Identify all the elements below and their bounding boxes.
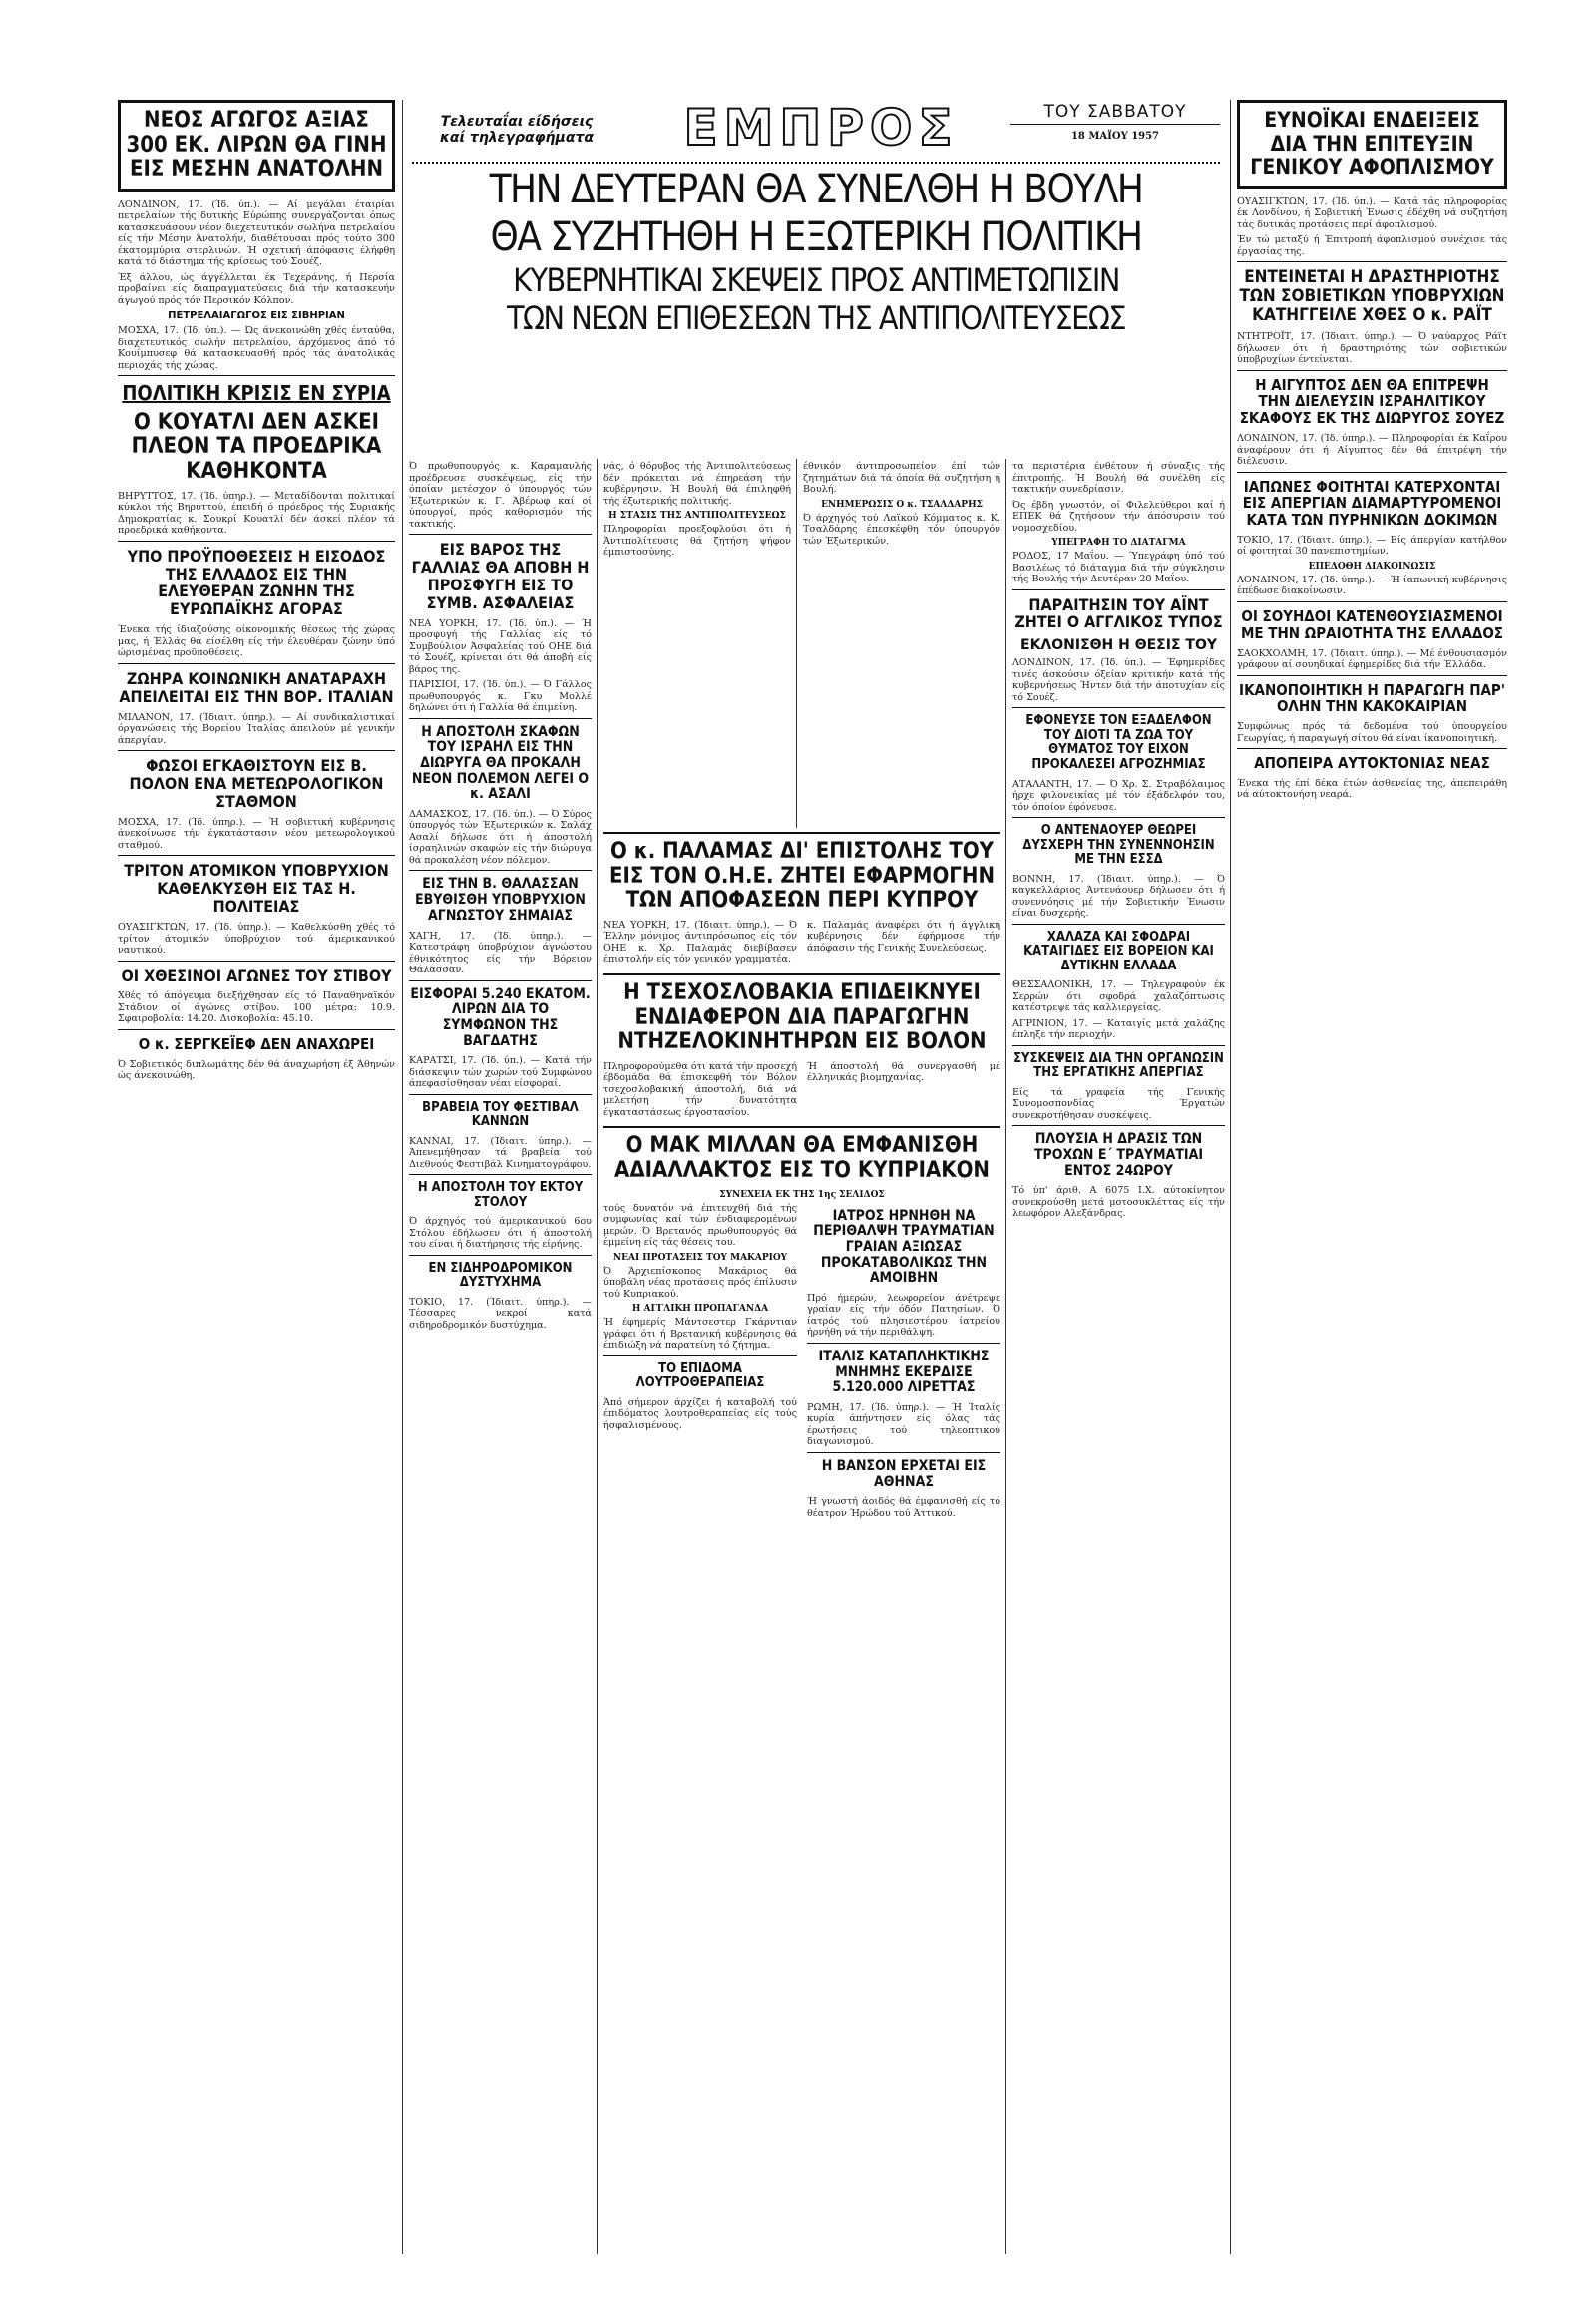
col2-text-5: ΧΑΓΗ, 17. (Ίδ. ύπηρ.). — Κατεστράφη ύποβρύχιον άγνώστου έθνικότητος είς τήν Βόρειον Θάλασσαν. [409,930,592,975]
col5-headline-4: ΧΑΛΑΖΑ ΚΑΙ ΣΦΟΔΡΑΙ ΚΑΤΑΙΓΙΔΕΣ ΕΙΣ ΒΟΡΕΙΟΝ ΚΑΙ ΔΥΤΙΚΗΝ ΕΛΛΑΔΑ [1023,929,1214,973]
left-text-8: ΟΥΑΣΙΓΚΤΩΝ, 17. (Ίδ. ύπηρ.). — Καθελκύσθη χθές τό τρίτον άτομικόν ύποβρύχιον τού άμερικανικού ναυτικού. [118,922,395,957]
banner [412,166,1220,337]
center-subcol-right [807,1203,1000,1524]
center-text-4: Ό άρχηγός τού Λαϊκού Κόμματος κ. Κ. Τσαλδάρης έπεσκέφθη τόν ύπουργόν τών Έξωτερικών. [803,512,1000,547]
center-text-9: τούς δυνατόν νά έπιτευχθή διά τής συμφωνίας καί τών ένδιαφερομένων μερών. Ό Βρετανός πρωθυπουργός θά έμμείνη είς τάς θέσεις του. [603,1202,797,1248]
center-two-col-2 [603,1061,1000,1123]
divider [807,1343,1000,1344]
masthead [412,100,1220,160]
right-text-6: ΛΟΝΔΙΝΟΝ, 17. (Ίδ. ύπηρ.). — Ή ίαπωνική κυβέρνησις έπέδωσε διακοίνωσιν. [1237,574,1507,597]
divider [1012,707,1225,708]
col2-text-4: ΔΑΜΑΣΚΟΣ, 17. (Ίδ. ύπ.). — Ό Σύρος ύπουργός τών Έξωτερικών κ. Σαλάχ Ασαλί δήλωσε ότι ή άποστολή ίσραηλινών σκαφών είς τήν διώρυγα θά προκαλέση νέον πόλεμον. [409,808,592,866]
divider [603,973,1000,975]
divider [118,855,395,856]
right-text-8: Συμφώνως πρός τά δεδομένα τού ύπουργείου Γεωργίας, ή παραγωγή σίτου θά είναι ίκανοποιητική. [1237,721,1507,744]
col5-headline-2: ΕΦΟΝΕΥΣΕ ΤΟΝ ΕΞΑΔΕΛΦΟΝ ΤΟΥ ΔΙΟΤΙ ΤΑ ΖΩΑ ΤΟΥ ΘΥΜΑΤΟΣ ΤΟΥ ΕΙΧΟΝ ΠΡΟΚΑΛΕΣΕΙ ΑΓΡΟΖΗΜΙΑΣ [1025,713,1212,772]
col5-text-6: ΒΟΝΝΗ, 17. (Ίδιαιτ. ύπηρ.). — Ό καγκελλάριος Άντενάουερ δήλωσεν ότι ή συνεννόησις μέ τήν Σοβιετικήν Ένωσιν είναι δυσχερής. [1012,873,1225,920]
divider [1012,1125,1225,1126]
center-two-col-1 [603,920,1000,969]
center-span [603,828,1000,2254]
col2-text-7: ΚΑΝΝΑΙ, 17. (Ίδιαιτ. ύπηρ.). — Άπενεμήθησαν τά βραβεία τού Διεθνούς Φεστιβάλ Κινηματογράφου. [409,1135,592,1170]
divider [409,870,592,871]
left-headline-4: ΥΠΟ ΠΡΟΫΠΟΘΕΣΕΙΣ Η ΕΙΣΟΔΟΣ ΤΗΣ ΕΛΛΑΔΟΣ ΕΙΣ ΤΗΝ ΕΛΕΥΘΕΡΑΝ ΖΩΝΗΝ ΤΗΣ ΕΥΡΩΠΑΪΚΗΣ ΑΓΟΡΑΣ [127,546,386,619]
col2-headline-3: ΕΙΣ ΤΗΝ Β. ΘΑΛΑΣΣΑΝ ΕΒΥΘΙΣΘΗ ΥΠΟΒΡΥΧΙΟΝ ΑΓΝΩΣΤΟΥ ΣΗΜΑΙΑΣ [415,876,586,924]
rule-right [1230,100,1231,2254]
center-text-7: Πληροφορούμεθα ότι κατά τήν προσεχή έβδομάδα θά έπισκεφθή τόν Βόλον τσεχοσλοβακική άποστολή, διά νά μελετήση τήν δυνατότητα έγκαταστάσεως έργοστασίου. [603,1060,797,1118]
col2-text-3: ΠΑΡΙΣΙΟΙ, 17. (Ίδ. ύπ.). — Ό Γάλλος πρωθυπουργός κ. Γκυ Μολλέ δηλώνει ότι ή Γαλλία θά έπιμείνη. [409,679,592,714]
divider [1012,817,1225,818]
divider [1237,472,1507,473]
right-headline-5: ΟΙ ΣΟΥΗΔΟΙ ΚΑΤΕΝΘΟΥΣΙΑΣΜΕΝΟΙ ΜΕ ΤΗΝ ΩΡΑΙΟΤΗΤΑ ΤΗΣ ΕΛΛΑΔΟΣ [1240,606,1504,642]
center-headline-4: ΙΑΤΡΟΣ ΗΡΝΗΘΗ ΝΑ ΠΕΡΙΘΑΛΨΗ ΤΡΑΥΜΑΤΙΑΝ ΓΡΑΙΑΝ ΑΞΙΩΣΑΣ ΠΡΟΚΑΤΑΒΟΛΙΚΩΣ ΤΗΝ ΑΜΟΙΒΗΝ [813,1207,995,1287]
right-headline-1: ΕΥΝΟΪΚΑΙ ΕΝΔΕΙΞΕΙΣ ΔΙΑ ΤΗΝ ΕΠΙΤΕΥΞΙΝ ΓΕΝΙΚΟΥ ΑΦΟΠΛΙΣΜΟΥ [1250,108,1494,180]
center-two-col-3 [603,1203,1000,1524]
center-headline-5: ΙΤΑΛΙΣ ΚΑΤΑΠΛΗΚΤΙΚΗΣ ΜΝΗΜΗΣ ΕΚΕΡΔΙΣΕ 5.120.000 ΛΙΡΕΤΤΑΣ [818,1348,990,1396]
left-subhead-1: ΠΕΤΡΕΛΑΙΑΓΩΓΟΣ ΕΙΣ ΣΙΒΗΡΙΑΝ [168,310,345,322]
divider [118,375,395,376]
col2-text-9: ΤΟΚΙΟ, 17. (Ίδιαιτ. ύπηρ.). — Τέσσαρες νεκροί κατά σιδηροδρομικόν δυστύχημα. [409,1296,592,1331]
left-text-7: ΜΟΣΧΑ, 17. (Ίδ. ύπηρ.). — Ή σοβιετική κυβέρνησις άνεκοίνωσε τήν έγκατάστασιν νέου μετεωρολογικού σταθμού. [118,816,395,851]
col2-text-2: ΝΕΑ ΥΟΡΚΗ, 17. (Ίδ. ύπ.). — Ή προσφυγή τής Γαλλίας είς τό Συμβούλιον Άσφαλείας τού ΟΗΕ διά τό Σουέζ, κρίνεται ότι θά άποβή είς βάρος της. [409,617,592,675]
left-headline-6: ΦΩΣΟΙ ΕΓΚΑΘΙΣΤΟΥΝ ΕΙΣ Β. ΠΟΛΟΝ ΕΝΑ ΜΕΤΕΩΡΟΛΟΓΙΚΟΝ ΣΤΑΘΜΟΝ [129,756,384,811]
rule-col4 [1005,459,1006,2254]
col5-headline-5: ΣΥΣΚΕΨΕΙΣ ΔΙΑ ΤΗΝ ΟΡΓΑΝΩΣΙΝ ΤΗΣ ΕΡΓΑΤΙΚΗΣ ΑΠΕΡΓΙΑΣ [1013,1050,1224,1081]
masthead-left-label [412,114,621,146]
col2-headline-7: ΕΝ ΣΙΔΗΡΟΔΡΟΜΙΚΟΝ ΔΥΣΤΥΧΗΜΑ [428,1260,573,1291]
divider [1012,924,1225,925]
masthead-right [1010,102,1220,142]
center-text-15: Άπό σήμερον άρχίζει ή καταβολή τού έπιδόματος λουτροθεραπείας είς τούς ήσφαλισμένους. [603,1396,797,1431]
masthead-label-line2: καί τηλεγραφήματα [439,130,594,147]
divider [409,1094,592,1095]
divider [1237,748,1507,749]
right-headline-4: ΙΑΠΩΝΕΣ ΦΟΙΤΗΤΑΙ ΚΑΤΕΡΧΟΝΤΑΙ ΕΙΣ ΑΠΕΡΓΙΑΝ ΔΙΑΜΑΡΤΥΡΟΜΕΝΟΙ ΚΑΤΑ ΤΩΝ ΠΥΡΗΝΙΚΩΝ ΔΟΚΙΜΩΝ [1242,477,1502,530]
left-headline-7: ΤΡΙΤΟΝ ΑΤΟΜΙΚΟΝ ΥΠΟΒΡΥΧΙΟΝ ΚΑΘΕΛΚΥΣΘΗ ΕΙΣ ΤΑΣ Η. ΠΟΛΙΤΕΙΑΣ [124,861,389,917]
col5-text-4: ΛΟΝΔΙΝΟΝ, 17. (Ίδ. ύπ.). — Έφημερίδες τινές άσκούσιν όξείαν κριτικήν κατά τής κυβερνήσεως Ήντεν διά τήν άποτυχίαν είς τό Σουέζ. [1012,657,1225,703]
banner-line3: ΚΥΒΕΡΝΗΤΙΚΑΙ ΣΚΕΨΕΙΣ ΠΡΟΣ ΑΝΤΙΜΕΤΩΠΙΣΙΝ [513,261,1119,299]
center-text-10: Ό Άρχιεπίσκοπος Μακάριος θά ύποβάλη νέας προτάσεις πρός έπίλυσιν τού Κυπριακού. [603,1265,797,1300]
right-headline-2: ΕΝΤΕΙΝΕΤΑΙ Η ΔΡΑΣΤΗΡΙΟΤΗΣ ΤΩΝ ΣΟΒΙΕΤΙΚΩΝ ΥΠΟΒΡΥΧΙΩΝ ΚΑΤΗΓΓΕΙΛΕ ΧΘΕΣ Ο κ. ΡΑΪΤ [1239,267,1505,326]
masthead-rule [412,162,1220,164]
center-headline-3: Ο ΜΑΚ ΜΙΛΛΑΝ ΘΑ ΕΜΦΑΝΙΣΘΗ ΑΔΙΑΛΛΑΚΤΟΣ ΕΙΣ ΤΟ ΚΥΠΡΙΑΚΟΝ [614,1133,990,1183]
divider [1012,1045,1225,1046]
masthead-date: 18 ΜΑΪΟΥ 1957 [1070,131,1160,142]
right-text-7: ΣΑΟΚΧΟΛΜΗ, 17. (Ίδιαιτ. ύπηρ.). — Μέ ένθουσιασμόν γράφουν αί σουηδικαί έφημερίδες διά τήν Έλλάδα. [1237,647,1507,671]
banner-line1: ΤΗΝ ΔΕΥΤΕΡΑΝ ΘΑ ΣΥΝΕΛΘΗ Η ΒΟΥΛΗ [489,167,1143,212]
divider [409,718,592,719]
left-text-6: ΜΙΛΑΝΟΝ, 17. (Ίδιαιτ. ύπηρ.). — Αί συνδικαλιστικαί όργανώσεις τής Βορείου Ίταλίας άπειλούν μέ γενικήν άπεργίαν. [118,711,395,746]
column-2 [409,461,592,2254]
center-text-1: νάς, ό θόρυβος τής Άντιπολιτεύσεως δέν πρόκειται νά έπηρεάση τήν κυβέρνησιν. Ή Βουλή θά έπιληφθή τής έξωτερικής πολιτικής. [603,461,791,507]
right-headline-7: ΑΠΟΠΕΙΡΑ ΑΥΤΟΚΤΟΝΙΑΣ ΝΕΑΣ [1254,754,1490,773]
left-text-2: Έξ άλλου, ώς άγγέλλεται έκ Τεχεράνης, ή Περσία προβαίνει είς διαπραγματεύσεις διά τήν κατασκευήν άγωγού πρός τόν Περσικόν Κόλπον. [118,271,395,306]
divider [807,1452,1000,1453]
divider [1012,589,1225,590]
divider [409,980,592,981]
divider [118,1029,395,1030]
divider [118,541,395,542]
right-text-4: ΛΟΝΔΙΝΟΝ, 17. (Ίδ. ύπηρ.). — Πληροφορίαι έκ Καΐρου άναφέρουν ότι ή Αίγυπτος δέν θά έπιτρέψη τήν διέλευσιν. [1237,433,1507,468]
column-4-top [803,461,1000,820]
left-headline-3: Ο ΚΟΥΑΤΛΙ ΔΕΝ ΑΣΚΕΙ ΠΛΕΟΝ ΤΑ ΠΡΟΕΔΡΙΚΑ ΚΑΘΗΚΟΝΤΑ [131,409,382,485]
divider [1237,675,1507,676]
center-text-2: Πληροφορίαι προεξοφλούσι ότι ή Άντιπολίτευσις θά ζητήση ψήφον έμπιστοσύνης. [603,524,791,558]
col5-text-7: ΘΕΣΣΑΛΟΝΙΚΗ, 17. — Τηλεγραφούν έκ Σερρών ότι σφοδρά χαλαζόπτωσις κατέστρεψε τάς καλλιεργείας. [1012,979,1225,1014]
col5-text-2: Ός έβδη γνωστόν, οί Φιλελεύθεροι καί ή ΕΠΕΚ θά ζητήσουν τήν άπόσυρσιν τού νομοσχεδίου. [1012,499,1225,534]
rule-left [402,100,403,2254]
divider [409,1255,592,1256]
right-text-1: ΟΥΑΣΙΓΚΤΩΝ, 17. (Ίδ. ύπ.). — Κατά τάς πληροφορίας έκ Λονδίνου, ή Σοβιετική Ένωσις έδέχθη νά συζητήση τάς δυτικάς προτάσεις περί άφοπλισμού. [1237,195,1507,230]
masthead-label-line1: Τελευταΐαι είδήσεις [440,114,594,130]
center-text-12: Πρό ήμερών, λεωφορείον άνέτρεψε γραίαν είς τήν όδόν Πατησίων. Ό ίατρός τού πλησιεστέρου ίατρείου ήρνήθη νά τήν περιθάλψη. [807,1292,1000,1339]
divider [409,534,592,535]
right-subhead-1: ΕΠΕΔΟΘΗ ΔΙΑΚΟΙΝΩΣΙΣ [1308,561,1436,572]
left-text-3: ΜΟΣΧΑ, 17. (Ίδ. ύπ.). — Ώς άνεκοινώθη χθές ένταύθα, διαχετευτικός σωλήν πετρελαίου, άρχόμενος άπό τό Κουίμπυσεφ θά κατασκευασθή πρός τάς άνατολικάς περιοχάς τής χώρας. [118,325,395,371]
left-headline-5: ΖΩΗΡΑ ΚΟΙΝΩΝΙΚΗ ΑΝΑΤΑΡΑΧΗ ΑΠΕΙΛΕΙΤΑΙ ΕΙΣ ΤΗΝ ΒΟΡ. ΙΤΑΛΙΑΝ [119,668,394,706]
divider [1237,261,1507,262]
column-5 [1012,461,1225,2254]
left-text-9: Χθές τό άπόγευμα διεξήχθησαν είς τό Παναθηναϊκόν Στάδιον οί άγώνες στίβου. 100 μέτρα: 10.9. Σφαιροβολία: 14.20. Δισκοβολία: 45.10. [118,990,395,1025]
center-subhead-5: Η ΑΓΓΛΙΚΗ ΠΡΟΠΑΓΑΝΔΑ [631,1304,769,1314]
divider [1237,370,1507,371]
newspaper-page [118,100,1507,2254]
center-subhead-3: ΣΥΝΕΧΕΙΑ ΕΚ ΤΗΣ 1ης ΣΕΛΙΔΟΣ [719,1189,885,1200]
center-subhead-1: Η ΣΤΑΣΙΣ ΤΗΣ ΑΝΤΙΠΟΛΙΤΕΥΣΕΩΣ [608,511,786,521]
col5-headline-6: ΠΛΟΥΣΙΑ Η ΔΡΑΣΙΣ ΤΩΝ ΤΡΟΧΩΝ Ε΄ ΤΡΑΥΜΑΤΙΑΙ ΕΝΤΟΣ 24ΩΡΟΥ [1033,1131,1204,1179]
divider [118,750,395,751]
left-text-5: Ένεκα τής ίδιαζούσης οίκονομικής θέσεως τής χώρας μας, ή Έλλάς θά είσέλθη είς τήν έλευθέραν ζώνην ύπό ώρισμένας προϋποθέσεις. [118,624,395,659]
left-column [118,100,395,2254]
col5-headline-3: Ο ΑΝΤΕΝΑΟΥΕΡ ΘΕΩΡΕΙ ΔΥΣΧΕΡΗ ΤΗΝ ΣΥΝΕΝΝΟΗΣΙΝ ΜΕ ΤΗΝ ΕΣΣΔ [1022,823,1215,868]
center-text-13: ΡΩΜΗ, 17. (Ίδ. ύπηρ.). — Ή Ίταλίς κυρία άπήντησεν είς όλας τάς έρωτήσεις τού τηλεοπτικού διαγωνισμού. [807,1401,1000,1448]
center-subcol-left [603,1203,797,1524]
left-headline-1: ΝΕΟΣ ΑΓΩΓΟΣ ΑΞΙΑΣ 300 ΕΚ. ΛΙΡΩΝ ΘΑ ΓΙΝΗ ΕΙΣ ΜΕΣΗΝ ΑΝΑΤΟΛΗΝ [126,108,387,183]
col2-headline-4: ΕΙΣΦΟΡΑΙ 5.240 ΕΚΑΤΟΜ. ΛΙΡΩΝ ΔΙΑ ΤΟ ΣΥΜΦΩΝΟΝ ΤΗΣ ΒΑΓΔΑΤΗΣ [410,985,591,1049]
right-text-3: ΝΤΗΤΡΟΪΤ, 17. (Ίδιαιτ. ύπηρ.). — Ό ναύαρχος Ράϊτ δήλωσεν ότι ή δραστηριότης τών σοβιετικών ύποβρυχίων έντείνεται. [1237,331,1507,366]
divider [118,663,395,664]
left-text-4: ΒΗΡΥΤΤΟΣ, 17. (Ίδ. ύπηρ.). — Μεταδίδονται πολιτικαί κύκλοι τής Βηρυττού, έπειδή ό πρόεδρος τής Συριακής Δημοκρατίας κ. Σουκρί Κουατλί δέν άσκεί πλέον τά προεδρικά καθήκοντα. [118,490,395,537]
divider [118,961,395,962]
divider [409,1174,592,1175]
col5-subhead-2: ΕΚΛΟΝΙΣΘΗ Η ΘΕΣΙΣ ΤΟΥ [1020,637,1217,654]
right-text-5: ΤΟΚΙΟ, 17. (Ίδιαιτ. ύπηρ.). — Είς άπεργίαν κατήλθον οί φοιτηταί 30 πανεπιστημίων. [1237,534,1507,558]
divider [603,1355,797,1356]
center-headline-7: ΤΟ ΕΠΙΔΟΜΑ ΛΟΥΤΡΟΘΕΡΑΠΕΙΑΣ [635,1360,765,1391]
right-text-9: Ένεκα τής έπί δέκα έτών άσθενείας της, άπεπειράθη νά αύτοκτονήση νεαρά. [1237,777,1507,801]
right-lead-box [1237,100,1507,189]
col5-text-10: Τό ύπ' άριθ. Α 6075 Ι.Χ. αύτοκίνητον συνεκρούσθη μετά μοτοσυκλέττας είς τήν λεωφόρον Αλεξάνδρας. [1012,1185,1225,1220]
col5-headline-1: ΠΑΡΑΙΤΗΣΙΝ ΤΟΥ ΑΪΝΤ ΖΗΤΕΙ Ο ΑΓΓΛΙΚΟΣ ΤΥΠΟΣ [1014,594,1223,632]
masthead-title: ΕΜΠΡΟΣ [656,102,986,154]
center-text-8: Ή άποστολή θά συνεργασθή μέ έλληνικάς βιομηχανίας. [807,1060,1000,1084]
right-text-2: Έν τώ μεταξύ ή Έπιτροπή άφοπλισμού συνέχισε τάς έργασίας της. [1237,234,1507,257]
divider [1237,601,1507,602]
center-subhead-4: ΝΕΑΙ ΠΡΟΤΑΣΕΙΣ ΤΟΥ ΜΑΚΑΡΙΟΥ [612,1252,788,1263]
center-headline-2: Η ΤΣΕΧΟΣΛΟΒΑΚΙΑ ΕΠΙΔΕΙΚΝΥΕΙ ΕΝΔΙΑΦΕΡΟΝ ΔΙΑ ΠΑΡΑΓΩΓΗΝ ΝΤΗΖΕΛΟΚΙΝΗΤΗΡΩΝ ΕΙΣ ΒΟΛΟΝ [617,979,987,1055]
left-headline-2: ΠΟΛΙΤΙΚΗ ΚΡΙΣΙΣ ΕΝ ΣΥΡΙΑ [122,381,391,406]
center-text-6: κ. Παλαμάς άναφέρει ότι ή άγγλική κυβέρνησις δέν έφήρμοσε τήν άπόφασιν τής Γενικής Συνελεύσεως. [807,919,1000,954]
center-text-11: Ή έφημερίς Μάντσεστερ Γκάρντιαν γράφει ότι ή Βρετανική κυβέρνησις θά έπιδιώξη νά παρατείνη τό ζήτημα. [603,1317,797,1351]
center-text-5: ΝΕΑ ΥΟΡΚΗ, 17. (Ίδιαιτ. ύπηρ.). — Ό Έλλην μόνιμος άντιπρόσωπος είς τόν ΟΗΕ κ. Χρ. Παλαμάς διεβίβασεν έπιστολήν είς τόν γενικόν γραμματέα. [603,919,797,966]
col2-headline-5: ΒΡΑΒΕΙΑ ΤΟΥ ΦΕΣΤΙΒΑΛ ΚΑΝΝΩΝ [422,1099,579,1130]
divider [603,1126,1000,1128]
col2-text-6: ΚΑΡΑΤΣΙ, 17. (Ίδ. ύπ.). — Κατά τήν διάσκεψιν τών χωρών τού Συμφώνου άπεφασίσθησαν νέαι είσφοραί. [409,1055,592,1090]
center-headline-1: Ο κ. ΠΑΛΑΜΑΣ ΔΙ' ΕΠΙΣΤΟΛΗΣ ΤΟΥ ΕΙΣ ΤΟΝ Ο.Η.Ε. ΖΗΤΕΙ ΕΦΑΡΜΟΓΗΝ ΤΩΝ ΑΠΟΦΑΣΕΩΝ ΠΕΡΙ ΚΥΠΡΟΥ [608,839,996,914]
center-headline-6: Η ΒΑΝΣΟΝ ΕΡΧΕΤΑΙ ΕΙΣ ΑΘΗΝΑΣ [821,1457,987,1490]
left-headline-9: Ο κ. ΣΕΡΓΚΕΪΕΦ ΔΕΝ ΑΝΑΧΩΡΕΙ [138,1034,375,1053]
center-text-14: Ή γνωστή άοιδός θά έμφανισθή είς τό θέατρον Ήρώδου τού Άττικού. [807,1496,1000,1519]
col5-text-1: τα περιστέρια ένθέτουν ή σύναξις τής έπιτροπής. Ή Βουλή θά συνέλθη είς τακτικήν συνεδρίασιν. [1012,461,1225,495]
left-text-10: Ό Σοβιετικός διπλωμάτης δέν θά άναχωρήση έξ Άθηνών ώς άνεκοινώθη. [118,1058,395,1082]
banner-line2: ΘΑ ΣΥΖΗΤΗΘΗ Η ΕΞΩΤΕΡΙΚΗ ΠΟΛΙΤΙΚΗ [490,214,1142,260]
banner-line4: ΤΩΝ ΝΕΩΝ ΕΠΙΘΕΣΕΩΝ ΤΗΣ ΑΝΤΙΠΟΛΙΤΕΥΣΕΩΣ [506,299,1126,337]
col2-text-1: Ό πρωθυπουργός κ. Καραμανλής προέδρευσε συσκέψεως, είς τήν όποίαν μετέσχον ό ύπουργός τών Έξωτερικών κ. Γ. Άβέρωφ καί οί ύπουργοί, πρός καθορισμόν τής τακτικής. [409,461,592,530]
right-headline-6: ΙΚΑΝΟΠΟΙΗΤΙΚΗ Η ΠΑΡΑΓΩΓΗ ΠΑΡ' ΟΛΗΝ ΤΗΝ ΚΑΚΟΚΑΙΡΙΑΝ [1239,680,1505,716]
col5-subhead-1: ΥΠΕΓΡΑΦΗ ΤΟ ΔΙΑΤΑΓΜΑ [1051,538,1186,548]
col5-text-9: Είς τά γραφεία τής Γενικής Συνομοσπονδίας Έργατών συνεκροτήθησαν συσκέψεις. [1012,1086,1225,1121]
right-column [1237,100,1507,2254]
col2-text-8: Ό άρχηγός τού άμερικανικού 6ου Στόλου έδήλωσεν ότι ή άποστολή του είναι ή διατήρησις τής είρήνης. [409,1216,592,1251]
column-3-top [603,461,791,820]
col2-headline-1: ΕΙΣ ΒΑΡΟΣ ΤΗΣ ΓΑΛΛΙΑΣ ΘΑ ΑΠΟΒΗ Η ΠΡΟΣΦΥΓΗ ΕΙΣ ΤΟ ΣΥΜΒ. ΑΣΦΑΛΕΙΑΣ [411,540,590,612]
col2-headline-6: Η ΑΠΟΣΤΟΛΗ ΤΟΥ ΕΚΤΟΥ ΣΤΟΛΟΥ [417,1180,584,1210]
right-headline-3: Η ΑΙΓΥΠΤΟΣ ΔΕΝ ΘΑ ΕΠΙΤΡΕΨΗ ΤΗΝ ΔΙΕΛΕΥΣΙΝ ΙΣΡΑΗΛΙΤΙΚΟΥ ΣΚΑΦΟΥΣ ΕΚ ΤΗΣ ΔΙΩΡΥΓΟΣ ΣΟΥΕΖ [1239,375,1505,428]
col5-text-8: ΑΓΡΙΝΙΟΝ, 17. — Καταιγίς μετά χαλάζης έπληξε τήν περιοχήν. [1012,1017,1225,1041]
center-subhead-2: ΕΝΗΜΕΡΩΣΙΣ Ο κ. ΤΣΑΛΔΑΡΗΣ [821,499,983,510]
col2-headline-2: Η ΑΠΟΣΤΟΛΗ ΣΚΑΦΩΝ ΤΟΥ ΙΣΡΑΗΛ ΕΙΣ ΤΗΝ ΔΙΩΡΥΓΑ ΘΑ ΠΡΟΚΑΛΗ ΝΕΟΝ ΠΟΛΕΜΟΝ ΛΕΓΕΙ Ο κ. ΑΣΑΛΙ [411,723,590,803]
left-text-1: ΛΟΝΔΙΝΟΝ, 17. (Ίδ. ύπ.). — Αί μεγάλαι έταιρίαι πετρελαίων τής δυτικής Εύρώπης συνεργάζονται όπως κατασκευάσουν νέον διεχετευτικόν σωλήνα πετρελαίου είς τήν Μέσην Άνατολήν, διαθέτουσαι πρός τούτο 300 έκατομμύρια στερλινών. Ή σχετική άπόφασις έλήφθη κατά τό διάστημα τής κρίσεως τού Σουέζ. [118,198,395,268]
rule-col2 [597,459,598,2254]
col5-text-3: ΡΟΔΟΣ, 17 Μαΐου. — Ύπεγράφη ύπό τού Βασιλέως τό διάταγμα διά τήν σύγκλησιν τής Βουλής τήν Δευτέραν 20 Μαΐου. [1012,551,1225,584]
masthead-issue-label: ΤΟΥ ΣΑΒΒΑΤΟΥ [1010,102,1220,125]
left-headline-8: ΟΙ ΧΘΕΣΙΝΟΙ ΑΓΩΝΕΣ ΤΟΥ ΣΤΙΒΟΥ [121,966,392,985]
left-lead-box [118,100,395,192]
center-text-3: έθνικόν άντιπροσωπείον έπί τών ζητημάτων διά τά όποία θά συζητήση ή Βουλή. [803,461,1000,495]
col5-text-5: ΑΤΑΛΑΝΤΗ, 17. — Ό Χρ. Σ. Στραβόλαιμος ήρχε φιλονεικίας μέ τόν έξάδελφόν του, τόν όποίον έφόνευσε. [1012,778,1225,813]
divider [603,832,1000,834]
